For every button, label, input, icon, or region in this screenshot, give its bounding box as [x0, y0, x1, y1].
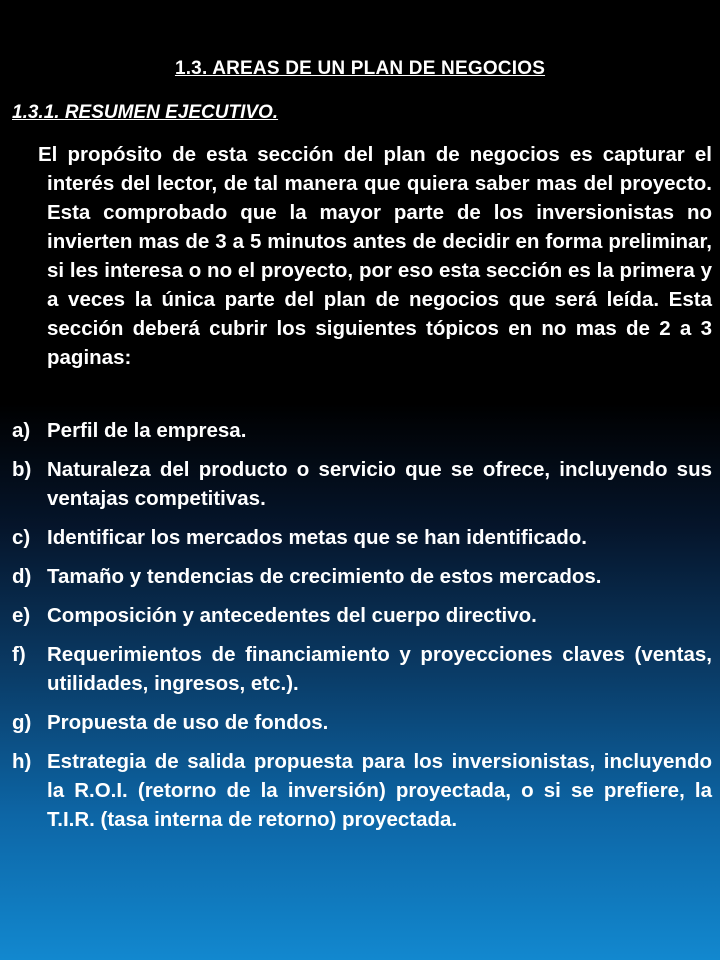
list-item — [12, 455, 712, 513]
list-item — [12, 640, 712, 698]
list-item-text: Tamaño y tendencias de crecimiento de estos mercados. — [47, 565, 602, 588]
list-item-text: Propuesta de uso de fondos. — [47, 711, 329, 734]
list-item — [12, 416, 712, 445]
list-item — [12, 708, 712, 737]
list-marker: h) — [12, 750, 32, 773]
list-item-text: Identificar los mercados metas que se han identificado. — [47, 526, 587, 549]
subsection-title: 1.3.1. RESUMEN EJECUTIVO. — [12, 102, 279, 123]
list-item — [12, 523, 712, 552]
list-marker: e) — [12, 604, 31, 627]
list-item-text: Composición y antecedentes del cuerpo directivo. — [47, 604, 537, 627]
list-item — [12, 747, 712, 834]
list-item-text: Estrategia de salida propuesta para los inversionistas, incluyendo la R.O.I. (retorno de la inversión) proyectada, o si se prefiere, la T.I.R. (tasa interna de retorno) proyectada. — [47, 750, 712, 831]
list-item — [12, 601, 712, 630]
topics-list — [12, 416, 712, 844]
list-item-text: Perfil de la empresa. — [47, 419, 247, 442]
list-item-text: Naturaleza del producto o servicio que se ofrece, incluyendo sus ventajas competitivas. — [47, 458, 712, 510]
list-marker: d) — [12, 565, 32, 588]
list-marker: f) — [12, 643, 26, 666]
body-paragraph: El propósito de esta sección del plan de negocios es capturar el interés del lector, de tal manera que quiera saber mas del proyecto. Esta comprobado que la mayor parte de los inversionistas no invierten mas de 3 a 5 minutos antes de decidir en forma preliminar, si les interesa o no el proyecto, por eso esta sección es la primera y a veces la única parte del plan de negocios que será leída. Esta sección deberá cubrir los siguientes tópicos en no mas de 2 a 3 paginas: — [38, 143, 712, 369]
list-marker: c) — [12, 526, 31, 549]
list-marker: b) — [12, 458, 32, 481]
list-item — [12, 562, 712, 591]
list-item-text: Requerimientos de financiamiento y proyecciones claves (ventas, utilidades, ingresos, etc.). — [47, 643, 712, 695]
section-title: 1.3. AREAS DE UN PLAN DE NEGOCIOS — [174, 58, 546, 79]
list-marker: a) — [12, 419, 31, 442]
list-marker: g) — [12, 711, 32, 734]
